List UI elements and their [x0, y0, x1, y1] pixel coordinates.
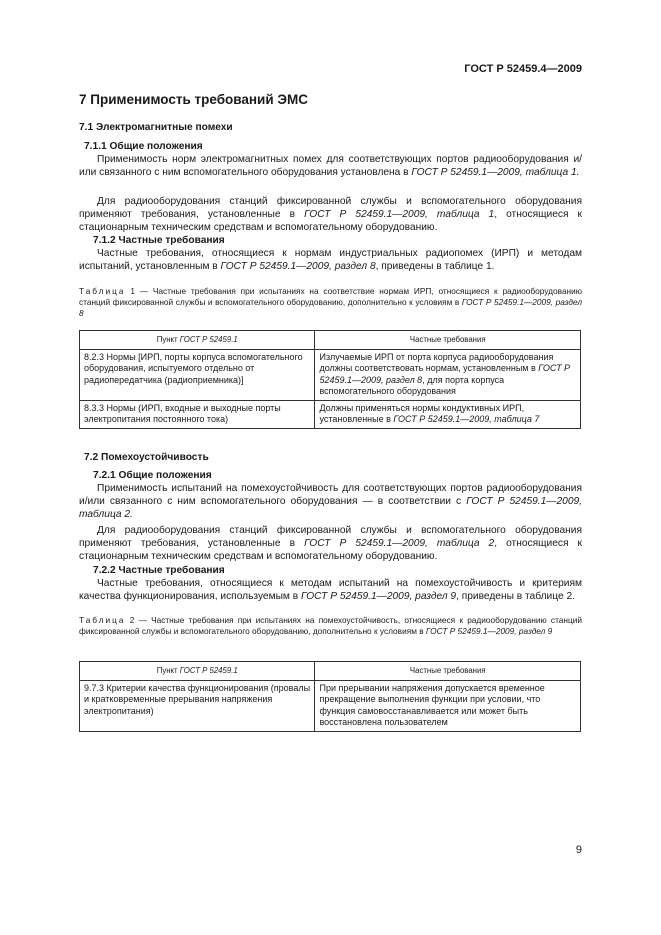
table-cell: 9.7.3 Критерии качества функционирования (провалы и кратковременные прерывания напряжения электропитания) — [80, 680, 315, 731]
table-row — [80, 400, 581, 428]
section-7-1-title: 7.1 Электромагнитные помехи — [79, 122, 233, 133]
section-7-2-1-paragraph-2: Для радиооборудования станций фиксированной службы и вспомогательного оборудования применяют требования, установленные в ГОСТ Р 52459.1—2009, таблица 2, относящиеся к стационарным техническим средствам и вспомогательному оборудованию. — [79, 525, 582, 562]
table-cell: Должны применяться нормы кондуктивных ИРП, установленные в ГОСТ Р 52459.1—2009, таблица 7 — [315, 400, 581, 428]
section-7-2-1-title: 7.2.1 Общие положения — [93, 470, 212, 481]
table-2-caption: Таблица 2 — Частные требования при испытаниях на помехоустойчивость, относящиеся к радиооборудованию станций фиксированной службы и вспомогательного оборудованию, дополнительно к условиям в ГОСТ Р 52459.1—2009, раздел 9 — [79, 615, 582, 636]
table-2-col1-header: Пункт ГОСТ Р 52459.1 — [80, 662, 315, 681]
section-7-1-1-paragraph-1: Применимость норм электромагнитных помех для соответствующих портов радиооборудования и/или связанного с ним вспомогательного оборудования установлена в ГОСТ Р 52459.1—2009, таблица 1. — [79, 154, 582, 178]
section-7-1-2-paragraph: Частные требования, относящиеся к нормам индустриальных радиопомех (ИРП) и методам испытаний, установленным в ГОСТ Р 52459.1—2009, раздел 8, приведены в таблице 1. — [79, 248, 582, 272]
table-1-col2-header: Частные требования — [315, 331, 581, 350]
document-code: ГОСТ Р 52459.4—2009 — [464, 63, 582, 75]
table-cell: 8.2.3 Нормы [ИРП, порты корпуса вспомогательного оборудования, испытуемого отдельно от радиопередатчика (радиоприемника)] — [80, 349, 315, 400]
table-cell: При прерывании напряжения допускается временное прекращение выполнения функции при условии, что функция самовосстанавливается или может быть восстановлена пользователем — [315, 680, 581, 731]
table-2-col2-header: Частные требования — [315, 662, 581, 681]
table-1-col1-header: Пункт ГОСТ Р 52459.1 — [80, 331, 315, 350]
table-header-row — [80, 331, 581, 350]
table-row — [80, 349, 581, 400]
table-1-caption: Таблица 1 — Частные требования при испытаниях на соответствие нормам ИРП, относящиеся к радиооборудованию станций фиксированной службы и вспомогательного оборудованию, дополнительно к условиям в ГОСТ Р 52459.1—2009, раздел 8 — [79, 286, 582, 318]
table-cell: Излучаемые ИРП от порта корпуса радиооборудования должны соответствовать нормам, установленным в ГОСТ Р 52459.1—2009, раздел 8, для порта корпуса вспомогательного оборудования — [315, 349, 581, 400]
section-7-1-2-title: 7.1.2 Частные требования — [93, 235, 225, 246]
page-number: 9 — [575, 844, 582, 856]
section-7-2-title: 7.2 Помехоустойчивость — [84, 452, 209, 463]
table-cell: 8.3.3 Нормы (ИРП, входные и выходные порты электропитания постоянного тока) — [80, 400, 315, 428]
table-2 — [79, 661, 581, 732]
section-7-2-1-paragraph-1: Применимость испытаний на помехоустойчивость для соответствующих портов радиооборудования и/или связанного с ним вспомогательного оборудования — в соответствии с ГОСТ Р 52459.1—2009, таблица 2. — [79, 483, 582, 520]
table-header-row — [80, 662, 581, 681]
section-7-2-2-paragraph: Частные требования, относящиеся к методам испытаний на помехоустойчивость и критериям качества функционирования, используемым в ГОСТ Р 52459.1—2009, раздел 9, приведены в таблице 2. — [79, 578, 582, 602]
section-7-1-1-title: 7.1.1 Общие положения — [84, 141, 203, 152]
table-1 — [79, 330, 581, 429]
section-7-title: 7 Применимость требований ЭМС — [79, 92, 309, 107]
table-row — [80, 680, 581, 731]
section-7-1-1-paragraph-2: Для радиооборудования станций фиксированной службы и вспомогательного оборудования применяют требования, установленные в ГОСТ Р 52459.1—2009, таблица 1, относящиеся к стационарным техническим средствам и вспомогательному оборудованию. — [79, 196, 582, 233]
section-7-2-2-title: 7.2.2 Частные требования — [93, 565, 225, 576]
